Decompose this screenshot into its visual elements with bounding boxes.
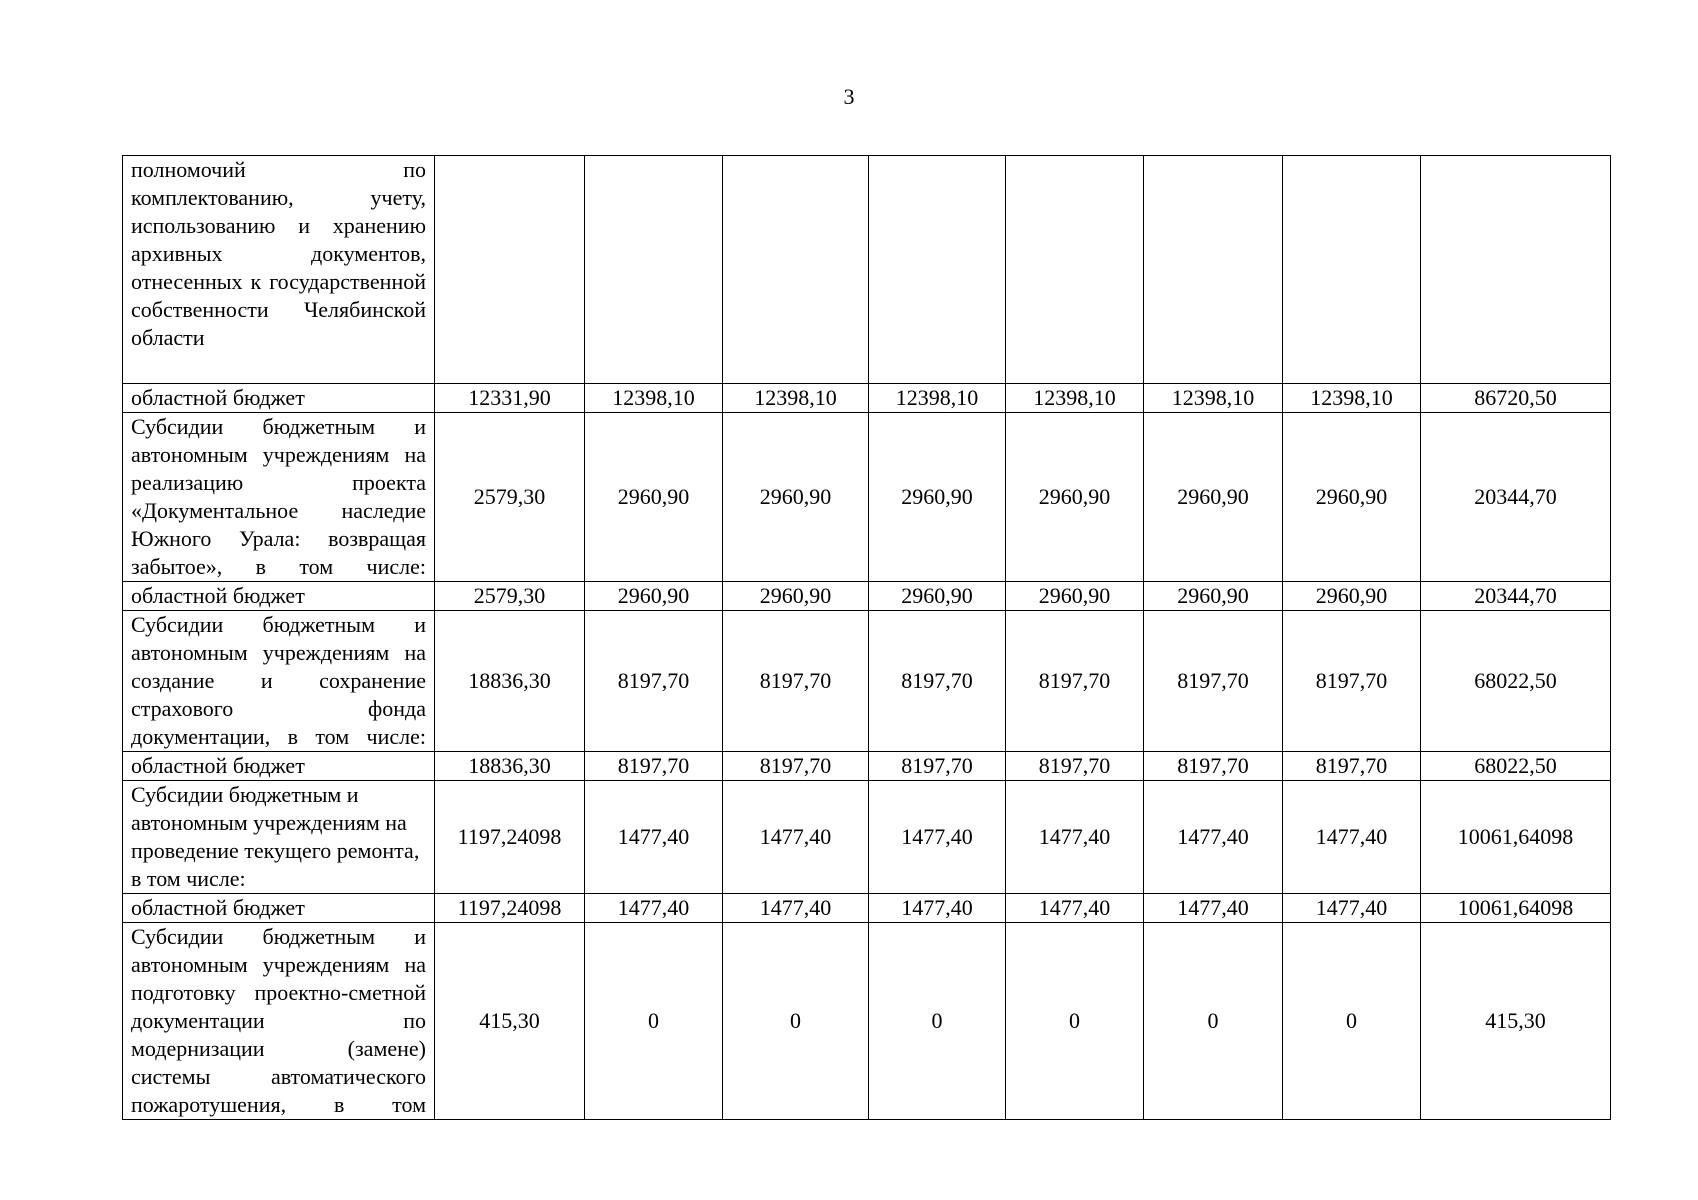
- total-cell: 415,30: [1421, 923, 1611, 1120]
- value-cell: 1477,40: [1144, 894, 1283, 923]
- value-cell: 8197,70: [1006, 752, 1144, 781]
- value-cell: 8197,70: [1283, 611, 1421, 752]
- value-cell: [869, 156, 1006, 384]
- value-cell: 12398,10: [869, 384, 1006, 413]
- value-cell: 2579,30: [435, 413, 585, 582]
- value-cell: 1197,24098: [435, 781, 585, 894]
- value-cell: 2960,90: [1006, 413, 1144, 582]
- table-row: [123, 611, 1611, 752]
- row-label: областной бюджет: [123, 582, 435, 611]
- value-cell: 8197,70: [585, 752, 723, 781]
- value-cell: 12398,10: [585, 384, 723, 413]
- value-cell: 8197,70: [723, 752, 869, 781]
- table-row: [123, 923, 1611, 1120]
- table-row: [123, 413, 1611, 582]
- value-cell: 2960,90: [723, 582, 869, 611]
- value-cell: 12398,10: [1006, 384, 1144, 413]
- value-cell: [585, 156, 723, 384]
- value-cell: 2960,90: [1283, 413, 1421, 582]
- value-cell: 12398,10: [1144, 384, 1283, 413]
- page-number: 3: [843, 84, 855, 109]
- value-cell: 18836,30: [435, 752, 585, 781]
- value-cell: 2960,90: [1006, 582, 1144, 611]
- row-label: областной бюджет: [123, 384, 435, 413]
- value-cell: [1283, 156, 1421, 384]
- value-cell: 8197,70: [1144, 611, 1283, 752]
- value-cell: [1006, 156, 1144, 384]
- value-cell: 2960,90: [1144, 413, 1283, 582]
- value-cell: 2960,90: [869, 413, 1006, 582]
- value-cell: [723, 156, 869, 384]
- row-label: Субсидии бюджетным и автономным учреждениям на создание и сохранение страхового фонда документации, в том числе:: [123, 611, 435, 752]
- value-cell: 1477,40: [1144, 781, 1283, 894]
- value-cell: 2960,90: [869, 582, 1006, 611]
- value-cell: 8197,70: [723, 611, 869, 752]
- value-cell: 0: [723, 923, 869, 1120]
- value-cell: 0: [1144, 923, 1283, 1120]
- value-cell: 12398,10: [723, 384, 869, 413]
- total-cell: 10061,64098: [1421, 894, 1611, 923]
- value-cell: 18836,30: [435, 611, 585, 752]
- table-row: [123, 156, 1611, 384]
- value-cell: 1477,40: [1006, 781, 1144, 894]
- value-cell: 1477,40: [1006, 894, 1144, 923]
- value-cell: 12398,10: [1283, 384, 1421, 413]
- row-label: Субсидии бюджетным и автономным учреждениям на подготовку проектно-сметной документации по модернизации (замене) системы автоматического пожаротушения, в том: [123, 923, 435, 1120]
- value-cell: 2960,90: [1283, 582, 1421, 611]
- value-cell: [1144, 156, 1283, 384]
- value-cell: 2960,90: [1144, 582, 1283, 611]
- table-row: [123, 384, 1611, 413]
- value-cell: 1477,40: [1283, 894, 1421, 923]
- table-row: [123, 894, 1611, 923]
- value-cell: 0: [1006, 923, 1144, 1120]
- value-cell: 0: [1283, 923, 1421, 1120]
- budget-table: [122, 155, 1611, 1120]
- table-row: [123, 752, 1611, 781]
- value-cell: 8197,70: [1144, 752, 1283, 781]
- value-cell: 1197,24098: [435, 894, 585, 923]
- value-cell: 1477,40: [1283, 781, 1421, 894]
- value-cell: 8197,70: [1006, 611, 1144, 752]
- total-cell: 20344,70: [1421, 413, 1611, 582]
- value-cell: 1477,40: [869, 894, 1006, 923]
- value-cell: 2960,90: [723, 413, 869, 582]
- value-cell: 2579,30: [435, 582, 585, 611]
- value-cell: 0: [869, 923, 1006, 1120]
- value-cell: 12331,90: [435, 384, 585, 413]
- total-cell: 68022,50: [1421, 611, 1611, 752]
- value-cell: 2960,90: [585, 582, 723, 611]
- value-cell: 1477,40: [585, 781, 723, 894]
- value-cell: 2960,90: [585, 413, 723, 582]
- row-label: областной бюджет: [123, 752, 435, 781]
- total-cell: 20344,70: [1421, 582, 1611, 611]
- value-cell: 0: [585, 923, 723, 1120]
- row-label: Субсидии бюджетным и автономным учреждениям на проведение текущего ремонта, в том числе:: [123, 781, 435, 894]
- value-cell: 415,30: [435, 923, 585, 1120]
- row-label: областной бюджет: [123, 894, 435, 923]
- total-cell: 10061,64098: [1421, 781, 1611, 894]
- value-cell: [435, 156, 585, 384]
- row-label: Субсидии бюджетным и автономным учреждениям на реализацию проекта «Документальное наследие Южного Урала: возвращая забытое», в том числе:: [123, 413, 435, 582]
- value-cell: 8197,70: [869, 611, 1006, 752]
- value-cell: 1477,40: [869, 781, 1006, 894]
- value-cell: 8197,70: [869, 752, 1006, 781]
- table-row: [123, 582, 1611, 611]
- total-cell: 68022,50: [1421, 752, 1611, 781]
- value-cell: 1477,40: [585, 894, 723, 923]
- total-cell: 86720,50: [1421, 384, 1611, 413]
- value-cell: 8197,70: [1283, 752, 1421, 781]
- table-row: [123, 781, 1611, 894]
- total-cell: [1421, 156, 1611, 384]
- value-cell: 1477,40: [723, 781, 869, 894]
- table-body: [123, 156, 1611, 1120]
- value-cell: 1477,40: [723, 894, 869, 923]
- value-cell: 8197,70: [585, 611, 723, 752]
- row-label: полномочий по комплектованию, учету, использованию и хранению архивных документов, отнесенных к государственной собственности Челябинской области: [123, 156, 435, 384]
